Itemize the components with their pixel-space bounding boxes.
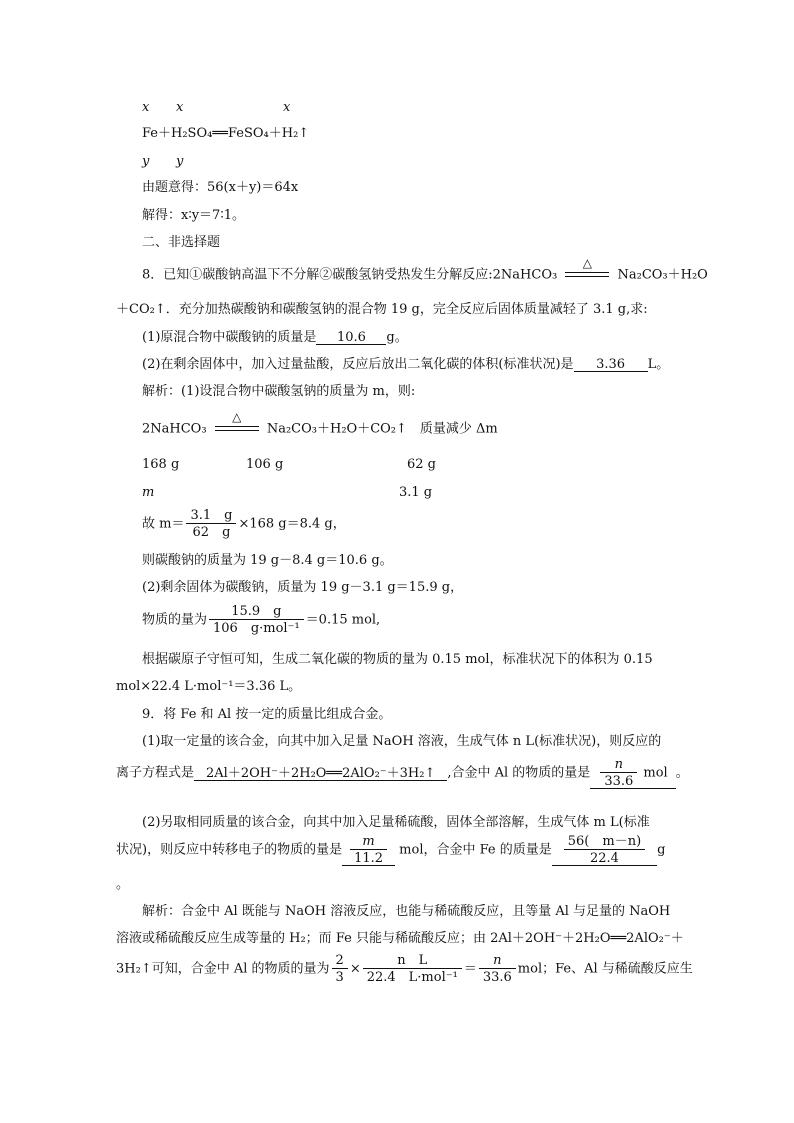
fraction-denominator: 22.4 L·mol⁻¹: [363, 968, 462, 984]
fe-equation: Fe＋H₂SO₄══FeSO₄＋H₂↑: [142, 126, 310, 141]
var-m: m: [142, 485, 155, 500]
q8-analysis-intro: 解析：(1)设混合物中碳酸氢钠的质量为 m，则:: [142, 384, 416, 399]
analysis-prefix: 3H₂↑可知，合金中 Al 的物质的量为: [116, 961, 330, 977]
heat-triangle-icon: △: [232, 410, 242, 424]
q8-part2-answer: 3.36: [574, 358, 648, 372]
fraction-denominator: 3: [332, 968, 348, 984]
unit: g: [657, 842, 666, 858]
fraction: [350, 835, 387, 865]
q9-p2-line2: [116, 835, 665, 866]
heat-condition-arrow: [215, 410, 259, 438]
q9-p2-middle: mol，合金中 Fe 的质量是: [399, 842, 552, 858]
remaining-solid: (2)剩余固体为碳酸钠，质量为 19 g－3.1 g＝15.9 g，: [142, 580, 464, 595]
q8-part2: [142, 358, 669, 372]
q8-part1: [142, 331, 408, 345]
q9-p1-answer-blank: [590, 758, 675, 789]
fraction-numerator: 2: [335, 953, 344, 968]
q9-p1-middle: ,合金中 Al 的物质的量是: [447, 765, 591, 781]
mass-168: 168 g: [142, 457, 180, 472]
q9-p2-end: 。: [116, 877, 130, 892]
fraction-denominator: 33.6: [600, 772, 637, 788]
var-x: x: [142, 100, 150, 115]
mass-62: 62 g: [407, 457, 436, 472]
q9-analysis-2: 溶液或稀硫酸反应生成等量的 H₂；而 Fe 只能与稀硫酸反应；由 2Al＋2OH⁻＋2H₂O══2AlO₂⁻＋: [116, 931, 684, 946]
fraction-denominator: 22.4: [564, 849, 645, 865]
moles-prefix: 物质的量为: [142, 612, 208, 628]
q9-p1-line1: (1)取一定量的该合金，向其中加入足量 NaOH 溶液，生成气体 n L(标准状况)，则反应的: [142, 734, 662, 749]
q9-p1-prefix: 离子方程式是: [116, 765, 195, 781]
fraction: [363, 954, 462, 984]
q9-p1-answer: 2Al＋2OH⁻＋2H₂O══2AlO₂⁻＋3H₂↑: [194, 767, 447, 781]
fraction-numerator: n: [493, 953, 502, 968]
times: ×: [349, 961, 361, 977]
q8-stem-a: 8．已知①碳酸钠高温下不分解②碳酸氢钠受热发生分解反应:2NaHCO₃: [142, 267, 558, 283]
var-y: y: [176, 154, 184, 169]
fraction-denominator: 33.6: [479, 968, 516, 984]
q8-stem-line2: ＋CO₂↑．充分加热碳酸钠和碳酸氢钠的混合物 19 g，完全反应后固体质量减轻了 3.1 g,求:: [116, 302, 648, 317]
fraction: [564, 835, 645, 865]
fraction-numerator: n L: [397, 953, 428, 968]
q8-stem-b: Na₂CO₃＋H₂O: [617, 267, 708, 283]
section-heading: 二、非选择题: [142, 235, 221, 250]
fraction-denominator: 106 g·mol⁻¹: [209, 619, 304, 635]
q9-p2-line1: (2)另取相同质量的该合金，向其中加入足量稀硫酸，固体全部溶解，生成气体 m L(标准: [142, 815, 650, 830]
fraction-numerator: m: [362, 834, 375, 849]
equals: ＝: [463, 961, 477, 977]
fraction-numerator: 3.1 g: [190, 508, 233, 523]
heat-triangle-icon: △: [582, 256, 592, 270]
q9-p2-answer1: [342, 835, 395, 866]
fraction-numerator: n: [614, 757, 623, 772]
q9-analysis-1: 解析：合金中 Al 既能与 NaOH 溶液反应，也能与稀硫酸反应，且等量 Al 与足量的 NaOH: [142, 904, 671, 919]
fraction-denominator: 62 g: [186, 523, 236, 539]
q8-stem-line1: [142, 256, 708, 284]
fraction-numerator: 15.9 g: [231, 604, 282, 619]
var-y: y: [142, 154, 150, 169]
q8-part2-suffix: L。: [647, 357, 670, 372]
q9-p1-line2: [116, 758, 689, 789]
condition-line: 由题意得：56(x＋y)＝64x: [142, 180, 299, 195]
q8-reaction: [142, 410, 498, 438]
unit: mol: [643, 765, 668, 781]
q8-part1-prefix: (1)原混合物中碳酸钠的质量是: [142, 330, 317, 345]
q9-p2-answer2: [552, 835, 657, 866]
fraction: [600, 758, 637, 788]
carbon-line-1: 根据碳原子守恒可知，生成二氧化碳的物质的量为 0.15 mol，标准状况下的体积为 0.15: [142, 652, 653, 667]
var-x: x: [283, 100, 291, 115]
var-x: x: [176, 100, 184, 115]
q8-part1-suffix: g。: [386, 330, 408, 345]
reaction-left: 2NaHCO₃: [142, 421, 207, 437]
fraction: [332, 954, 348, 984]
mass-106: 106 g: [246, 457, 284, 472]
moles-line: [142, 605, 380, 635]
analysis-suffix: mol；Fe、Al 与稀硫酸反应生: [517, 961, 693, 977]
mass-3-1: 3.1 g: [399, 485, 433, 500]
fraction: [209, 605, 304, 635]
q8-part2-prefix: (2)在剩余固体中，加入过量盐酸，反应后放出二氧化碳的体积(标准状况)是: [142, 357, 574, 372]
fraction-numerator: 56( m－n): [567, 834, 642, 849]
q9-analysis-3: [116, 954, 693, 984]
q8-part1-answer: 10.6: [316, 331, 386, 345]
carbon-line-2: mol×22.4 L·mol⁻¹＝3.36 L。: [116, 679, 302, 694]
fraction: [479, 954, 516, 984]
calc-suffix: ×168 g＝8.4 g，: [238, 516, 346, 532]
q9-stem: 9．将 Fe 和 Al 按一定的质量比组成合金。: [142, 707, 392, 722]
moles-suffix: ＝0.15 mol,: [305, 612, 381, 628]
calc-line: [142, 509, 346, 539]
na2co3-mass: 则碳酸钠的质量为 19 g－8.4 g＝10.6 g。: [142, 553, 393, 568]
reaction-right: Na₂CO₃＋H₂O＋CO₂↑ 质量减少 Δm: [266, 421, 498, 437]
heat-condition-arrow: [565, 256, 609, 284]
q9-p2-prefix: 状况)，则反应中转移电子的物质的量是: [116, 842, 343, 858]
period: 。: [675, 765, 689, 781]
fraction: [186, 509, 236, 539]
fraction-denominator: 11.2: [350, 849, 387, 865]
calc-prefix: 故 m＝: [142, 516, 185, 532]
solution-line: 解得：x∶y＝7∶1。: [142, 208, 245, 223]
